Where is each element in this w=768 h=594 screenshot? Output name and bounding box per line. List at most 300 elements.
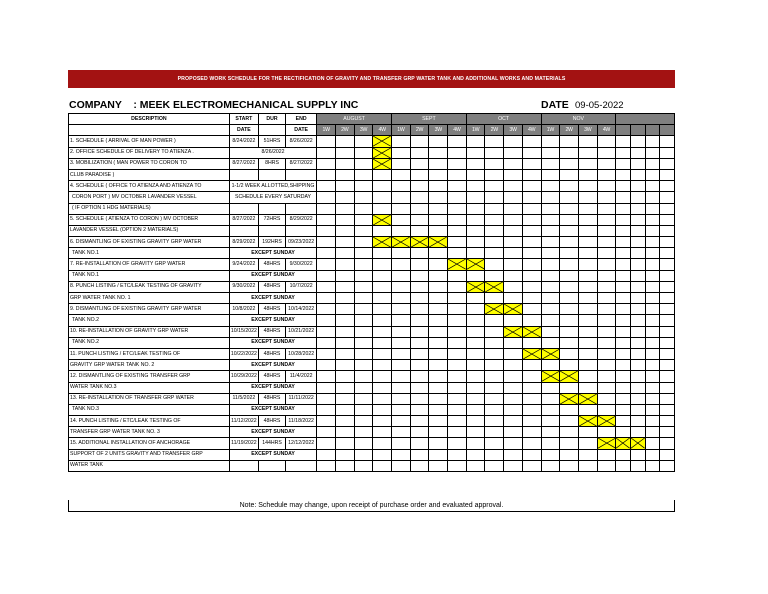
dur-cell: 48HRS <box>258 304 285 315</box>
end-cell <box>286 460 317 471</box>
schedule-mark <box>504 304 523 315</box>
week-cell <box>660 393 675 404</box>
week-cell <box>410 293 429 304</box>
week-cell <box>560 360 579 371</box>
week-cell <box>541 181 560 192</box>
week-cell <box>410 438 429 449</box>
week-cell <box>522 404 541 415</box>
week-cell <box>660 248 675 259</box>
week-cell <box>645 404 660 415</box>
week-cell <box>645 259 660 270</box>
week-cell <box>597 460 616 471</box>
week-cell <box>597 248 616 259</box>
week-cell <box>504 136 523 147</box>
week-cell <box>391 315 410 326</box>
week-cell <box>373 416 392 427</box>
week-cell <box>541 192 560 203</box>
week-cell <box>504 315 523 326</box>
week-cell <box>597 192 616 203</box>
week-cell <box>578 315 597 326</box>
week-cell <box>485 438 504 449</box>
week-cell <box>466 237 485 248</box>
task-description: TANK NO.2 <box>69 315 230 326</box>
schedule-mark <box>373 237 392 248</box>
table-row <box>69 449 675 460</box>
week-cell <box>578 360 597 371</box>
end-cell: 10/28/2022 <box>286 348 317 359</box>
week-cell <box>522 427 541 438</box>
week-cell <box>522 315 541 326</box>
table-row <box>69 393 675 404</box>
company-name: MEEK ELECTROMECHANICAL SUPPLY INC <box>139 99 359 111</box>
week-cell <box>485 427 504 438</box>
week-cell <box>522 360 541 371</box>
week-cell <box>391 203 410 214</box>
week-cell <box>541 337 560 348</box>
table-row <box>69 404 675 415</box>
month-header-oct: OCT <box>466 114 541 125</box>
week-cell <box>335 315 354 326</box>
schedule-mark <box>597 416 616 427</box>
week-cell <box>373 225 392 236</box>
week-cell <box>410 326 429 337</box>
week-cell <box>630 360 645 371</box>
table-row <box>69 158 675 169</box>
week-cell <box>373 315 392 326</box>
week-cell <box>448 438 467 449</box>
week-cell <box>597 404 616 415</box>
week-cell <box>645 192 660 203</box>
week-cell <box>373 270 392 281</box>
week-cell <box>504 214 523 225</box>
week-header: 1W <box>391 125 410 136</box>
week-cell <box>597 237 616 248</box>
schedule-mark <box>522 348 541 359</box>
start-cell: 10/15/2022 <box>229 326 258 337</box>
week-cell <box>578 158 597 169</box>
dur-cell <box>258 225 285 236</box>
week-cell <box>354 315 373 326</box>
week-cell <box>485 348 504 359</box>
table-row <box>69 147 675 158</box>
schedule-mark <box>485 281 504 292</box>
week-cell <box>504 449 523 460</box>
task-description: 10. RE-INSTALLATION OF GRAVITY GRP WATER <box>69 326 230 337</box>
week-cell <box>541 270 560 281</box>
end-cell: 12/12/2022 <box>286 438 317 449</box>
week-cell <box>578 147 597 158</box>
description-subheader <box>69 125 230 136</box>
week-cell <box>448 203 467 214</box>
week-cell <box>522 225 541 236</box>
week-cell <box>660 158 675 169</box>
week-cell <box>616 371 631 382</box>
week-cell <box>630 404 645 415</box>
week-cell <box>645 293 660 304</box>
week-cell <box>485 237 504 248</box>
week-cell <box>317 382 336 393</box>
month-header-nov: NOV <box>541 114 616 125</box>
week-cell <box>373 293 392 304</box>
week-cell <box>335 192 354 203</box>
week-cell <box>560 427 579 438</box>
week-cell <box>578 192 597 203</box>
table-row <box>69 427 675 438</box>
week-cell <box>616 237 631 248</box>
week-cell <box>522 293 541 304</box>
week-cell <box>645 169 660 180</box>
week-cell <box>466 293 485 304</box>
week-cell <box>485 326 504 337</box>
week-cell <box>317 337 336 348</box>
week-cell <box>354 371 373 382</box>
task-description: LAVANDER VESSEL (OPTION 2 MATERIALS) <box>69 225 230 236</box>
table-row <box>69 203 675 214</box>
week-cell <box>504 393 523 404</box>
week-cell <box>522 169 541 180</box>
week-cell <box>616 315 631 326</box>
end-subheader: DATE <box>286 125 317 136</box>
week-cell <box>335 214 354 225</box>
week-cell <box>504 147 523 158</box>
week-cell <box>485 449 504 460</box>
week-cell <box>522 393 541 404</box>
week-cell <box>597 293 616 304</box>
schedule-note: EXCEPT SUNDAY <box>229 315 316 326</box>
week-cell <box>335 438 354 449</box>
start-cell: 8/27/2022 <box>229 158 258 169</box>
start-cell: 10/22/2022 <box>229 348 258 359</box>
week-cell <box>448 360 467 371</box>
week-cell <box>429 449 448 460</box>
week-cell <box>335 348 354 359</box>
week-cell <box>410 203 429 214</box>
week-cell <box>448 225 467 236</box>
week-cell <box>429 281 448 292</box>
company-label: COMPANY : <box>69 99 137 111</box>
week-cell <box>597 136 616 147</box>
week-cell <box>410 181 429 192</box>
week-cell <box>504 438 523 449</box>
week-cell <box>485 136 504 147</box>
task-description: GRP WATER TANK NO. 1 <box>69 293 230 304</box>
table-row <box>69 169 675 180</box>
week-cell <box>354 337 373 348</box>
week-cell <box>660 304 675 315</box>
week-header: 3W <box>504 125 523 136</box>
week-cell <box>578 326 597 337</box>
week-cell <box>391 360 410 371</box>
week-cell <box>391 147 410 158</box>
week-cell <box>597 449 616 460</box>
week-cell <box>373 371 392 382</box>
week-cell <box>335 416 354 427</box>
week-cell <box>560 147 579 158</box>
week-cell <box>645 427 660 438</box>
week-cell <box>373 181 392 192</box>
start-cell: 10/29/2022 <box>229 371 258 382</box>
schedule-mark <box>391 237 410 248</box>
week-cell <box>522 337 541 348</box>
week-cell <box>335 393 354 404</box>
week-cell <box>578 225 597 236</box>
week-cell <box>645 438 660 449</box>
week-cell <box>522 281 541 292</box>
table-row <box>69 438 675 449</box>
week-cell <box>630 270 645 281</box>
week-cell <box>354 438 373 449</box>
week-cell <box>616 214 631 225</box>
week-cell <box>560 382 579 393</box>
week-cell <box>391 416 410 427</box>
dur-cell <box>258 169 285 180</box>
week-cell <box>391 192 410 203</box>
week-cell <box>660 192 675 203</box>
week-cell <box>645 158 660 169</box>
week-header: 3W <box>429 125 448 136</box>
week-cell <box>448 304 467 315</box>
week-cell <box>560 225 579 236</box>
end-cell <box>286 169 317 180</box>
week-cell <box>391 404 410 415</box>
week-cell <box>630 136 645 147</box>
week-cell <box>391 460 410 471</box>
week-cell <box>448 181 467 192</box>
table-row <box>69 326 675 337</box>
month-header-august: AUGUST <box>317 114 392 125</box>
week-cell <box>466 214 485 225</box>
task-description: CORON PORT ) MV OCTOBER LAVANDER VESSEL <box>69 192 230 203</box>
week-cell <box>560 192 579 203</box>
week-cell <box>630 214 645 225</box>
week-cell <box>354 203 373 214</box>
task-description: 1. SCHEDULE ( ARRIVAL OF MAN POWER ) <box>69 136 230 147</box>
week-cell <box>391 259 410 270</box>
week-cell <box>645 270 660 281</box>
schedule-note: EXCEPT SUNDAY <box>229 449 316 460</box>
week-cell <box>645 203 660 214</box>
week-cell <box>578 371 597 382</box>
week-cell <box>391 293 410 304</box>
week-cell <box>354 304 373 315</box>
week-cell <box>317 460 336 471</box>
week-cell <box>373 326 392 337</box>
week-cell <box>485 393 504 404</box>
week-cell <box>541 259 560 270</box>
task-description: 3. MOBILIZATION ( MAN POWER TO CORON TO <box>69 158 230 169</box>
schedule-mark <box>541 371 560 382</box>
week-cell <box>645 214 660 225</box>
week-cell <box>616 404 631 415</box>
week-cell <box>504 158 523 169</box>
week-cell <box>660 416 675 427</box>
schedule-mark <box>597 438 616 449</box>
week-cell <box>410 214 429 225</box>
week-cell <box>560 438 579 449</box>
schedule-mark <box>466 281 485 292</box>
week-cell <box>373 203 392 214</box>
week-cell <box>560 293 579 304</box>
task-description: TANK NO.1 <box>69 270 230 281</box>
week-cell <box>504 181 523 192</box>
dur-cell <box>258 203 285 214</box>
start-cell: 8/27/2022 <box>229 214 258 225</box>
end-cell: 11/18/2022 <box>286 416 317 427</box>
week-cell <box>373 404 392 415</box>
week-cell <box>560 337 579 348</box>
week-cell <box>391 371 410 382</box>
week-cell <box>373 192 392 203</box>
week-cell <box>660 225 675 236</box>
week-cell <box>485 270 504 281</box>
week-cell <box>660 293 675 304</box>
schedule-mark <box>560 393 579 404</box>
week-cell <box>354 427 373 438</box>
week-cell <box>541 225 560 236</box>
schedule-mark <box>373 147 392 158</box>
task-description: 4. SCHEDULE ( OFFICE TO ATIENZA AND ATIENZA TO <box>69 181 230 192</box>
week-cell <box>317 427 336 438</box>
week-cell <box>597 225 616 236</box>
week-cell <box>391 158 410 169</box>
week-cell <box>317 315 336 326</box>
task-description: 11. PUNCH LISTING / ETC/LEAK TESTING OF <box>69 348 230 359</box>
week-cell <box>485 382 504 393</box>
start-header: START <box>229 114 258 125</box>
week-cell <box>410 337 429 348</box>
week-cell <box>448 315 467 326</box>
week-header-blank <box>645 125 660 136</box>
end-cell: 8/26/2022 <box>286 136 317 147</box>
week-cell <box>335 259 354 270</box>
week-cell <box>597 259 616 270</box>
schedule-mark <box>630 438 645 449</box>
week-cell <box>373 427 392 438</box>
week-cell <box>373 281 392 292</box>
table-row <box>69 416 675 427</box>
table-row <box>69 293 675 304</box>
week-cell <box>541 393 560 404</box>
week-cell <box>317 326 336 337</box>
week-cell <box>504 270 523 281</box>
week-cell <box>410 371 429 382</box>
week-cell <box>541 382 560 393</box>
week-cell <box>373 259 392 270</box>
week-cell <box>391 214 410 225</box>
week-cell <box>448 393 467 404</box>
week-cell <box>578 304 597 315</box>
week-cell <box>335 382 354 393</box>
week-cell <box>616 293 631 304</box>
week-cell <box>466 169 485 180</box>
week-cell <box>597 147 616 158</box>
week-cell <box>410 270 429 281</box>
week-cell <box>616 348 631 359</box>
week-cell <box>429 158 448 169</box>
week-cell <box>448 371 467 382</box>
week-cell <box>429 360 448 371</box>
week-cell <box>391 136 410 147</box>
week-cell <box>391 427 410 438</box>
week-cell <box>541 460 560 471</box>
week-cell <box>616 270 631 281</box>
week-cell <box>645 449 660 460</box>
dur-header: DUR <box>258 114 285 125</box>
schedule-note: EXCEPT SUNDAY <box>229 248 316 259</box>
week-cell <box>616 136 631 147</box>
schedule-mark <box>485 304 504 315</box>
week-cell <box>335 270 354 281</box>
week-cell <box>429 203 448 214</box>
week-cell <box>504 192 523 203</box>
week-cell <box>410 304 429 315</box>
table-row <box>69 382 675 393</box>
week-cell <box>578 169 597 180</box>
week-cell <box>429 393 448 404</box>
week-cell <box>391 337 410 348</box>
week-cell <box>485 203 504 214</box>
week-cell <box>485 259 504 270</box>
week-cell <box>660 169 675 180</box>
week-cell <box>660 371 675 382</box>
week-cell <box>645 382 660 393</box>
week-cell <box>522 147 541 158</box>
dur-cell: 48HRS <box>258 259 285 270</box>
schedule-note: EXCEPT SUNDAY <box>229 404 316 415</box>
week-cell <box>429 427 448 438</box>
week-cell <box>429 438 448 449</box>
week-cell <box>335 360 354 371</box>
week-cell <box>354 192 373 203</box>
week-header: 2W <box>410 125 429 136</box>
start-cell <box>229 169 258 180</box>
date-value: 09-05-2022 <box>575 100 624 111</box>
week-cell <box>429 382 448 393</box>
table-row <box>69 281 675 292</box>
week-header: 2W <box>485 125 504 136</box>
week-cell <box>335 281 354 292</box>
week-cell <box>645 348 660 359</box>
week-header: 4W <box>373 125 392 136</box>
week-cell <box>448 237 467 248</box>
week-cell <box>410 404 429 415</box>
week-cell <box>466 192 485 203</box>
week-cell <box>373 248 392 259</box>
dur-cell: 192HRS <box>258 237 285 248</box>
task-description: TANK NO.2 <box>69 337 230 348</box>
week-cell <box>410 147 429 158</box>
week-cell <box>448 326 467 337</box>
dur-cell: 48HRS <box>258 326 285 337</box>
week-cell <box>317 449 336 460</box>
week-cell <box>466 360 485 371</box>
week-cell <box>317 192 336 203</box>
week-cell <box>485 360 504 371</box>
schedule-note: EXCEPT SUNDAY <box>229 427 316 438</box>
week-cell <box>597 270 616 281</box>
schedule-mark <box>410 237 429 248</box>
week-cell <box>317 158 336 169</box>
table-row <box>69 225 675 236</box>
week-cell <box>354 360 373 371</box>
week-cell <box>448 293 467 304</box>
week-cell <box>485 225 504 236</box>
task-description: 15. ADDITIONAL INSTALLATION OF ANCHORAGE <box>69 438 230 449</box>
month-header-sept: SEPT <box>391 114 466 125</box>
schedule-mark <box>560 371 579 382</box>
schedule-mark <box>429 237 448 248</box>
schedule-mark <box>541 348 560 359</box>
